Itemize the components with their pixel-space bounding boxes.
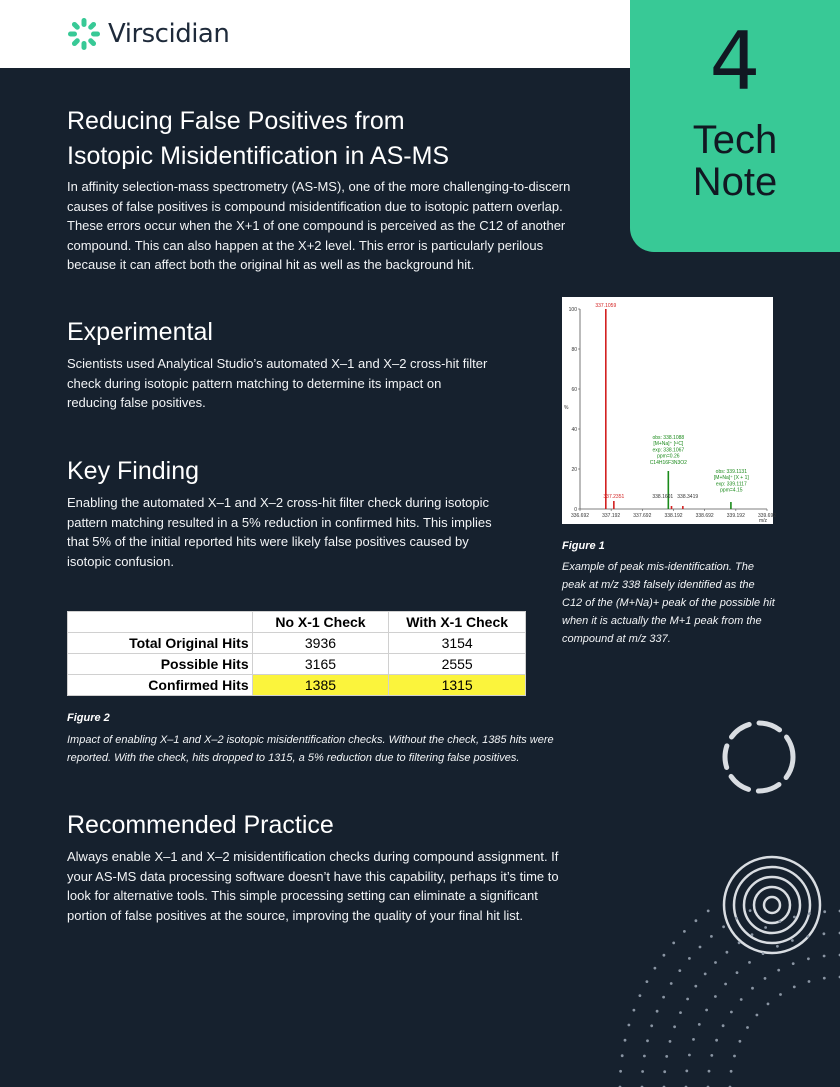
decoration-dot: [764, 977, 767, 980]
x-tick-label: 338.192: [664, 513, 683, 519]
page-title-line2: Isotopic Misidentification in AS-MS: [67, 142, 450, 170]
decoration-dot: [705, 1009, 708, 1012]
table-row-highlighted: [68, 675, 526, 696]
tech-note-label-line1: Tech: [692, 118, 778, 162]
recommended-line: look for alternative tools. This simple processing setting can eliminate a significant: [67, 888, 538, 903]
decoration-dot: [724, 983, 727, 986]
decoration-dot: [792, 962, 795, 965]
recommended-heading: Recommended Practice: [67, 811, 334, 839]
key-finding-paragraph: [67, 493, 492, 571]
peak-label: 337.2351: [603, 494, 625, 500]
decoration-dot: [808, 912, 811, 915]
recommended-line: Always enable X–1 and X–2 misidentification checks during compound assignment. If: [67, 849, 559, 864]
figure2-caption: [67, 731, 587, 767]
x-tick-label: 339.192: [726, 513, 745, 519]
dashed-circle-decoration: [718, 702, 800, 810]
figure2-caption-line: Impact of enabling X–1 and X–2 isotopic misidentification checks. Without the check, 1385 hits were: [67, 734, 554, 746]
peak-annotation-line: [M+Na]⁺ [¹²C]: [653, 441, 684, 448]
decoration-dot: [621, 1054, 624, 1057]
y-tick-label: 100: [568, 307, 577, 313]
table-cell: 2555: [389, 654, 526, 675]
decoration-dot: [692, 1038, 695, 1041]
brand-logo: [66, 16, 229, 52]
decoration-dot: [722, 1024, 725, 1027]
decoration-dot: [628, 1024, 631, 1027]
decoration-dot: [736, 971, 739, 974]
peak-annotation-line: obs: 339.1131: [715, 469, 748, 475]
decoration-dot: [685, 1070, 688, 1073]
decoration-dot: [670, 982, 673, 985]
peak-annotation-line: ppm=0.26: [657, 453, 680, 460]
key-finding-line: that 5% of the initial reported hits were likely false positives caused by: [67, 534, 469, 549]
peak-annotation-line: C14H16F3N3O2: [649, 459, 687, 466]
table-corner-cell: [68, 612, 253, 633]
decoration-dot: [654, 967, 657, 970]
figure1-caption-line: Example of peak mis-identification. The: [562, 561, 754, 573]
experimental-line: reducing false positives.: [67, 395, 206, 410]
decoration-dot: [791, 939, 794, 942]
decoration-dot: [619, 1070, 622, 1073]
x-tick-label: 338.692: [695, 513, 714, 519]
peak-annotation-line: exp: 339.1117: [715, 481, 747, 488]
decoration-dot: [808, 980, 811, 983]
decoration-dot: [673, 1025, 676, 1028]
x-tick-label: 339.692: [757, 513, 777, 519]
decoration-dot: [722, 925, 725, 928]
y-tick-label: 0: [574, 507, 577, 513]
key-finding-line: isotopic confusion.: [67, 553, 174, 569]
decoration-dot: [733, 1055, 736, 1058]
table-row-label: Confirmed Hits: [68, 675, 253, 696]
decoration-dot: [678, 969, 681, 972]
decoration-dot: [823, 910, 826, 913]
decoration-dot: [730, 1011, 733, 1014]
decoration-dot: [688, 957, 691, 960]
decoration-dot: [663, 954, 666, 957]
peak-label: 338.3419: [677, 494, 699, 500]
table-cell: 1315: [389, 675, 526, 696]
intro-line: These errors occur when the X+1 of one compound is perceived as the C12 of another: [67, 218, 566, 233]
recommended-line: your AS-MS data processing software doesn’t have this capability, perhaps it’s time to: [67, 868, 559, 884]
table-cell: 3154: [389, 633, 526, 654]
decoration-dot: [710, 1054, 713, 1057]
decoration-dot: [823, 977, 826, 980]
intro-line: because it can affect both the original hit as well as the background hit.: [67, 257, 475, 272]
decoration-dot: [683, 930, 686, 933]
y-tick-label: 60: [571, 387, 577, 393]
table-column-header: With X-1 Check: [389, 612, 526, 633]
figure2-caption-line: reported. With the check, hits dropped to 1315, a 5% reduction due to filtering false positives.: [67, 752, 520, 764]
decoration-dot: [699, 946, 702, 949]
recommended-paragraph: [67, 847, 559, 925]
x-tick-label: 337.692: [633, 513, 652, 519]
figure1-caption-line: peak at m/z 338 falsely identified as the: [562, 579, 755, 591]
decoration-dot: [688, 1054, 691, 1057]
decoration-dot: [779, 993, 782, 996]
decoration-dot: [807, 957, 810, 960]
peak-annotation-line: exp: 338.1067: [652, 447, 685, 454]
decoration-dot: [643, 1055, 646, 1058]
page-title: [67, 104, 567, 174]
decoration-dot: [663, 1070, 666, 1073]
x-tick-label: 336.692: [570, 513, 590, 519]
table-row: [68, 633, 526, 654]
y-axis-label: %: [564, 405, 569, 411]
decoration-dot: [707, 910, 710, 913]
table-cell: 1385: [252, 675, 389, 696]
intro-line: In affinity selection-mass spectrometry (AS-MS), one of the more challenging-to-discern: [67, 179, 571, 194]
figure1-caption: [562, 558, 802, 648]
peak-annotation-line: ppm=4.15: [720, 487, 743, 494]
decoration-dot: [748, 961, 751, 964]
decoration-dot: [624, 1039, 627, 1042]
decoration-dot: [751, 987, 754, 990]
figure1-caption-line: compound at m/z 337.: [562, 633, 671, 645]
decoration-dot: [669, 1040, 672, 1043]
decoration-dot: [756, 1014, 759, 1017]
decoration-dot: [776, 945, 779, 948]
decoration-dot: [639, 994, 642, 997]
experimental-paragraph: [67, 354, 487, 413]
decoration-dot: [751, 933, 754, 936]
decoration-dot: [650, 1024, 653, 1027]
figure1-title: Figure 1: [562, 540, 605, 552]
decoration-dot: [714, 995, 717, 998]
figure1-caption-line: when it is actually the M+1 peak from the: [562, 615, 762, 627]
brand-logo-icon: [66, 16, 102, 52]
decoration-dot: [641, 1070, 644, 1073]
x-axis-label: m/z: [758, 518, 767, 524]
intro-paragraph: [67, 177, 570, 275]
decoration-dot: [679, 1011, 682, 1014]
brand-name: Virscidian: [108, 19, 230, 49]
table-row: [68, 654, 526, 675]
decoration-dot: [793, 986, 796, 989]
decoration-dot: [778, 920, 781, 923]
decoration-dot: [749, 909, 752, 912]
x-tick-label: 337.192: [602, 513, 621, 519]
decoration-dot: [738, 941, 741, 944]
y-tick-label: 80: [571, 347, 577, 353]
intro-line: compound. This can also happen at the X+2 level. This error is particularly perilous: [67, 237, 544, 253]
decoration-dot: [735, 917, 738, 920]
decoration-dot: [698, 1023, 701, 1026]
dotted-arc-decoration: [590, 910, 840, 1087]
table-header-row: [68, 612, 526, 633]
decoration-dot: [767, 1003, 770, 1006]
key-finding-line: pattern matching resulted in a 5% reduction in confirmed hits. This implies: [67, 514, 492, 530]
decoration-dot: [714, 961, 717, 964]
decoration-dot: [726, 951, 729, 954]
key-finding-heading: Key Finding: [67, 457, 200, 485]
decoration-dot: [646, 980, 649, 983]
decoration-dot: [746, 1026, 749, 1029]
decoration-dot: [665, 1055, 668, 1058]
decoration-dot: [656, 1010, 659, 1013]
decoration-dot: [823, 932, 826, 935]
peak-annotation-line: [M+Na]⁺ [X + 1]: [713, 475, 749, 482]
decoration-dot: [686, 998, 689, 1001]
decoration-dot: [694, 985, 697, 988]
decoration-dot: [708, 1070, 711, 1073]
table-row-label: Total Original Hits: [68, 633, 253, 654]
figure2-title: Figure 2: [67, 712, 110, 724]
table-cell: 3165: [252, 654, 389, 675]
decoration-dot: [710, 935, 713, 938]
tech-note-label-line2: Note: [692, 160, 778, 204]
key-finding-line: Enabling the automated X–1 and X–2 cross-hit filter check during isotopic: [67, 495, 490, 510]
decoration-dot: [672, 942, 675, 945]
spectrum-chart: [562, 297, 777, 524]
decoration-dot: [704, 973, 707, 976]
decoration-dot: [715, 1039, 718, 1042]
decoration-dot: [762, 952, 765, 955]
y-tick-label: 40: [571, 427, 577, 433]
peak-annotation-line: obs: 338.1088: [652, 435, 685, 441]
decoration-dot: [633, 1009, 636, 1012]
decoration-dot: [793, 916, 796, 919]
decoration-dot: [807, 935, 810, 938]
y-tick-label: 20: [571, 467, 577, 473]
decoration-dot: [646, 1039, 649, 1042]
decoration-dot: [662, 996, 665, 999]
table-column-header: No X-1 Check: [252, 612, 389, 633]
experimental-line: check during isotopic pattern matching to determine its impact on: [67, 375, 442, 391]
figure1-spectrum: [562, 297, 777, 524]
decoration-dot: [823, 955, 826, 958]
table-row-label: Possible Hits: [68, 654, 253, 675]
table-cell: 3936: [252, 633, 389, 654]
decoration-dot: [695, 919, 698, 922]
intro-line: causes of false positives is compound misidentification due to isotopic pattern overlap.: [67, 198, 563, 214]
decoration-dot: [740, 998, 743, 1001]
recommended-line: portion of false positives at the source, improving the quality of your final hit list.: [67, 907, 523, 923]
decoration-dot: [730, 1070, 733, 1073]
decoration-dot: [739, 1040, 742, 1043]
figure1-caption-line: C12 of the (M+Na)+ peak of the possible hit: [562, 597, 775, 609]
peak-label: 337.1059: [595, 303, 617, 309]
tech-note-number: 4: [709, 15, 761, 108]
peak-label: 338.1601: [652, 494, 674, 500]
page-title-line1: Reducing False Positives from: [67, 107, 405, 135]
tech-note-badge: [630, 0, 840, 252]
decoration-dot: [764, 926, 767, 929]
hits-comparison-table: [67, 611, 526, 696]
experimental-line: Scientists used Analytical Studio’s automated X–1 and X–2 cross-hit filter: [67, 356, 488, 371]
experimental-heading: Experimental: [67, 318, 213, 346]
decoration-dot: [777, 969, 780, 972]
